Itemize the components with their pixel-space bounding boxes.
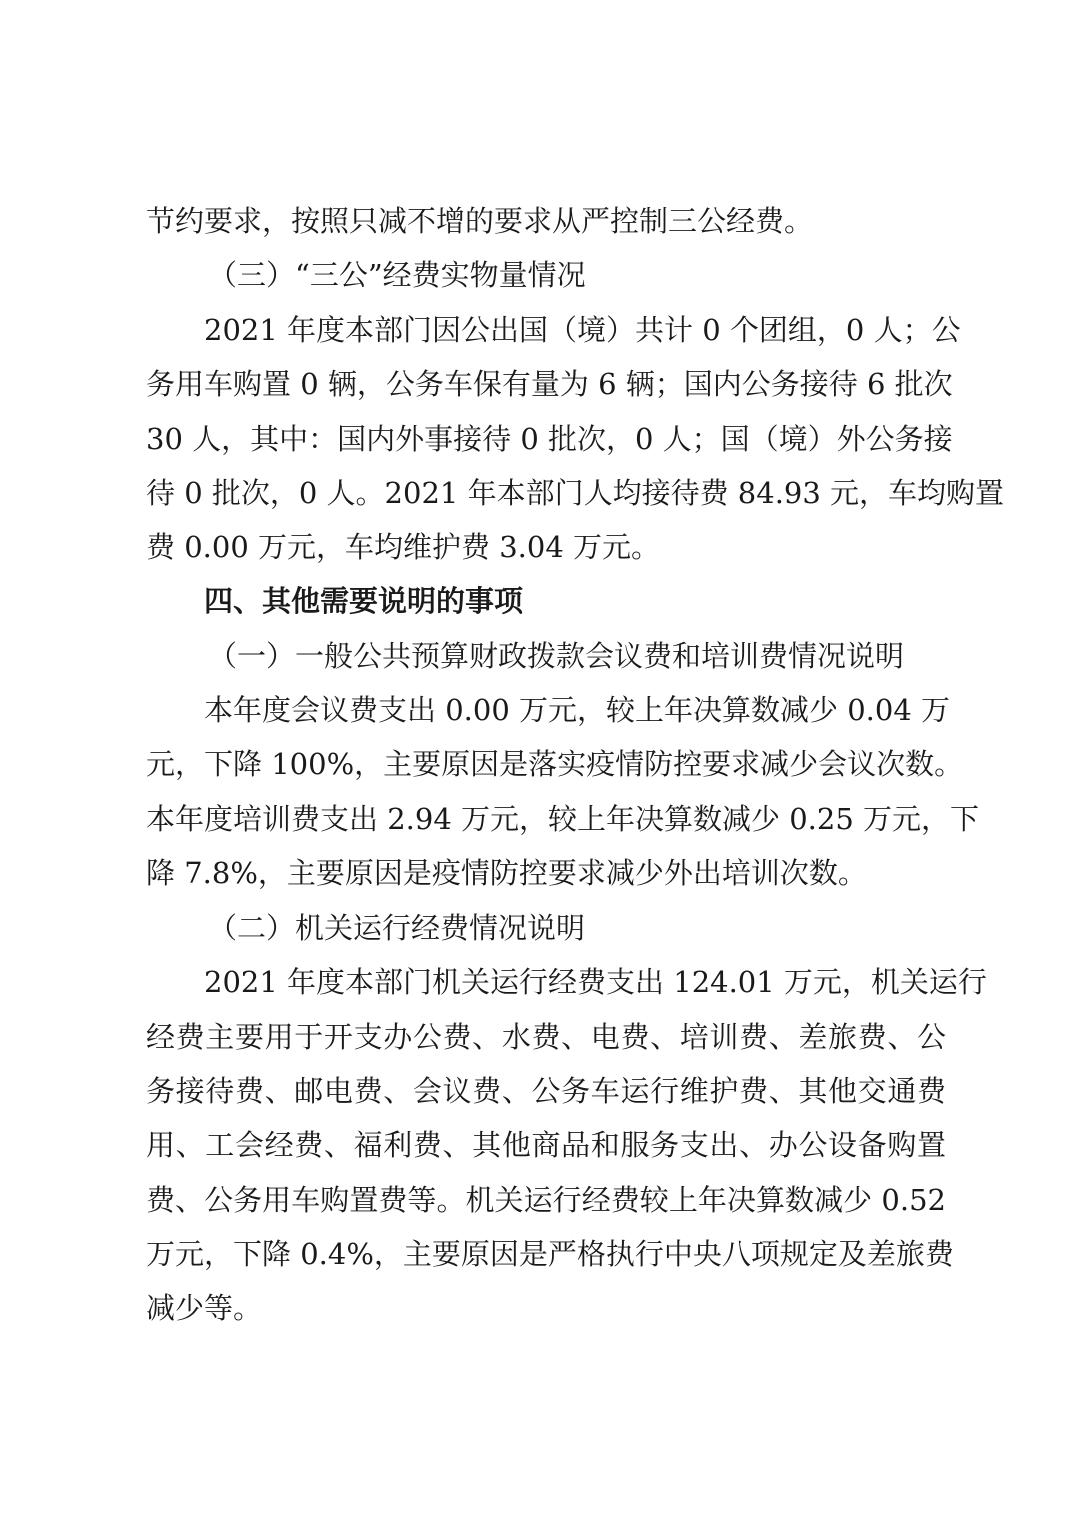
section-heading-3-3: （三）“三公”经费实物量情况 <box>208 258 586 292</box>
paragraph-line: 2021 年度本部门因公出国（境）共计 0 个团组，0 人；公 <box>204 313 961 347</box>
paragraph-line: 待 0 批次，0 人。2021 年本部门人均接待费 84.93 元，车均购置 <box>146 476 1005 510</box>
paragraph-line: 务接待费、邮电费、会议费、公务车运行维护费、其他交通费 <box>146 1074 946 1108</box>
paragraph-line: 本年度培训费支出 2.94 万元，较上年决算数减少 0.25 万元，下 <box>146 802 980 836</box>
section-heading-4-1: （一）一般公共预算财政拨款会议费和培训费情况说明 <box>208 639 905 673</box>
paragraph-line: 经费主要用于开支办公费、水费、电费、培训费、差旅费、公 <box>146 1020 946 1054</box>
paragraph-line: 30 人，其中：国内外事接待 0 批次，0 人；国（境）外公务接 <box>146 422 953 456</box>
paragraph-line: 本年度会议费支出 0.00 万元，较上年决算数减少 0.04 万 <box>204 693 951 727</box>
paragraph-line: 节约要求，按照只减不增的要求从严控制三公经费。 <box>146 204 814 238</box>
paragraph-line: 万元，下降 0.4%，主要原因是严格执行中央八项规定及差旅费 <box>146 1237 954 1271</box>
paragraph-line: 用、工会经费、福利费、其他商品和服务支出、办公设备购置 <box>146 1128 946 1162</box>
paragraph-line: 费、公务用车购置费等。机关运行经费较上年决算数减少 0.52 <box>146 1183 946 1217</box>
paragraph-line: 费 0.00 万元，车均维护费 3.04 万元。 <box>146 530 661 564</box>
paragraph-line: 元，下降 100%，主要原因是落实疫情防控要求减少会议次数。 <box>146 747 964 781</box>
paragraph-line: 减少等。 <box>146 1291 263 1325</box>
section-heading-4-2: （二）机关运行经费情况说明 <box>208 911 586 945</box>
paragraph-line: 降 7.8%，主要原因是疫情防控要求减少外出培训次数。 <box>146 856 867 890</box>
paragraph-line: 2021 年度本部门机关运行经费支出 124.01 万元，机关运行 <box>204 965 987 999</box>
paragraph-line: 务用车购置 0 辆，公务车保有量为 6 辆；国内公务接待 6 批次 <box>146 367 953 401</box>
section-heading-4: 四、其他需要说明的事项 <box>204 584 524 618</box>
